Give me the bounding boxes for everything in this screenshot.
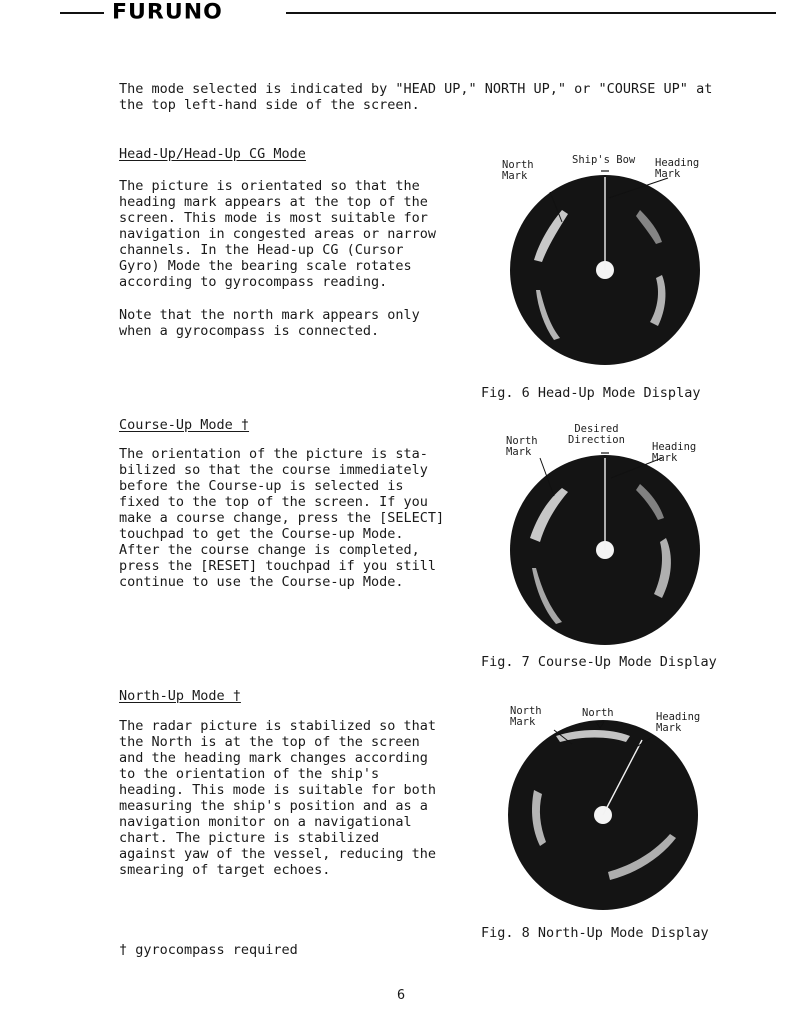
section-heading-north-up: North-Up Mode † <box>119 688 241 704</box>
furuno-logo: FURUNO <box>112 0 223 25</box>
header-rule-right <box>286 12 776 14</box>
footnote: † gyrocompass required <box>119 942 298 958</box>
figure-head-up <box>490 150 720 380</box>
label-heading-mark: Heading Mark <box>655 157 700 180</box>
figure-caption-7: Fig. 7 Course-Up Mode Display <box>481 654 717 670</box>
figure-caption-8: Fig. 8 North-Up Mode Display <box>481 925 709 941</box>
header-rule-left <box>60 12 104 14</box>
figure-course-up <box>490 418 720 648</box>
label-north-mark: North Mark <box>506 435 538 458</box>
section-note-head-up: Note that the north mark appears only when a gyrocompass is connected. <box>119 307 420 339</box>
page-number: 6 <box>397 987 406 1003</box>
figure-caption-6: Fig. 6 Head-Up Mode Display <box>481 385 701 401</box>
section-body-head-up: The picture is orientated so that the heading mark appears at the top of the screen. This mode is most suitable for navigation in congested areas or narrow channels. In the Head-up CG (Cursor Gyro) Mode the bearing scale rotates according to gyrocompass reading. <box>119 178 436 290</box>
section-body-course-up: The orientation of the picture is sta- bilized so that the course immediately before the Course-up is selected is fixed to the top of the screen. If you make a course change, press the [SELECT] touchpad to get the Course-up Mode. After the course change is completed, press the [RESET] touchpad if you still continue to use the Course-up Mode. <box>119 446 445 590</box>
section-heading-course-up: Course-Up Mode † <box>119 417 250 433</box>
label-north-mark: North Mark <box>510 705 542 728</box>
label-ships-bow: Ship's Bow <box>572 154 636 166</box>
label-heading-mark: Heading Mark <box>656 711 701 734</box>
figure-north-up <box>490 700 720 922</box>
section-heading-head-up: Head-Up/Head-Up CG Mode <box>119 146 306 162</box>
label-heading-mark: Heading Mark <box>652 441 697 464</box>
label-north: North <box>582 707 614 719</box>
label-north-mark: North Mark <box>502 159 534 182</box>
section-body-north-up: The radar picture is stabilized so that the North is at the top of the screen and the heading mark changes according to the orientation of the ship's heading. This mode is suitable for both measuring the ship's position and as a navigation monitor on a navigational chart. The picture is stabilized against yaw of the vessel, reducing the smearing of target echoes. <box>119 718 436 878</box>
label-desired-direction: Desired Direction <box>568 423 625 446</box>
radar-display-head-up <box>490 150 720 380</box>
intro-paragraph: The mode selected is indicated by "HEAD UP," NORTH UP," or "COURSE UP" at the top left-hand side of the screen. <box>119 81 713 113</box>
